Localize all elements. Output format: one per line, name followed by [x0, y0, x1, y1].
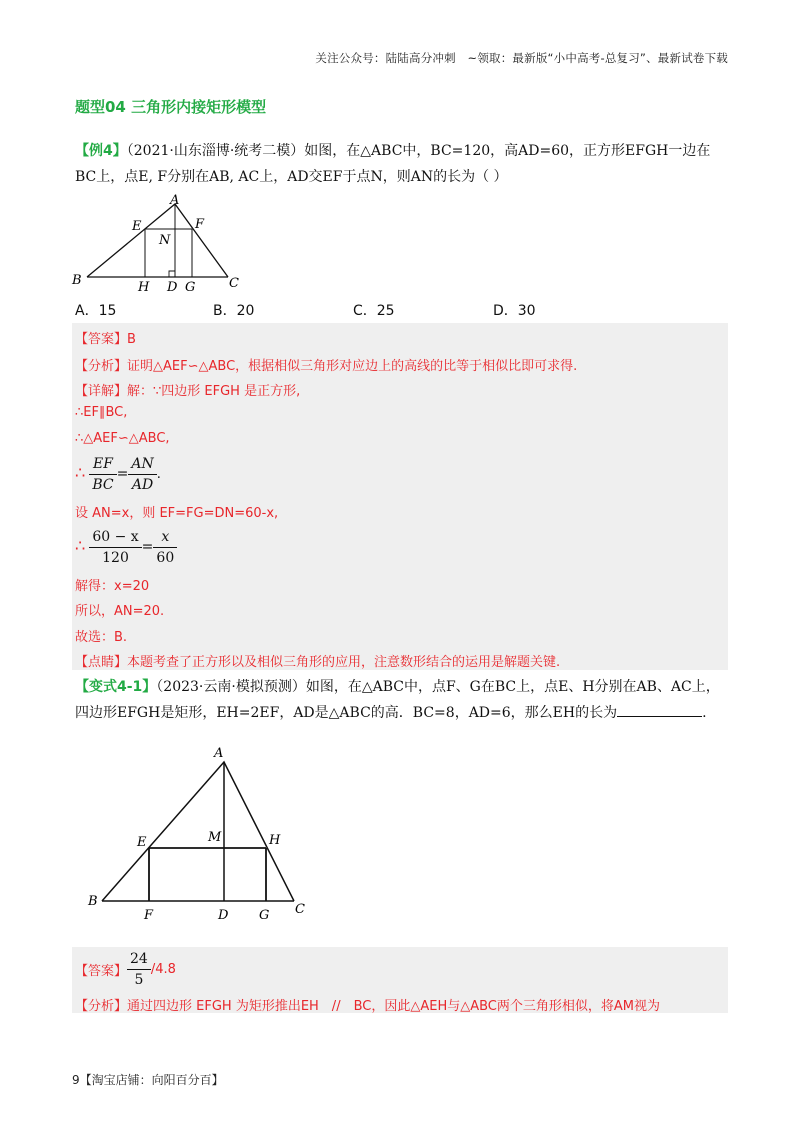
variant41-line2: [75, 700, 730, 726]
variant41-analysis-tag: 【分析】: [75, 999, 128, 1014]
answer-fraction: [127, 949, 151, 990]
detail-line-3: ∴△AEF∽△ABC,: [75, 431, 170, 446]
eq1-equals: =: [116, 466, 129, 482]
example4-text1: 如图，在△ABC中，BC=120，高AD=60，正方形EFGH一边在: [304, 143, 711, 159]
answer-tag: 【答案】: [75, 332, 128, 347]
variant41-answer-tag: 【答案】: [75, 964, 128, 979]
example4-figure: [68, 192, 258, 292]
label-d-2: D: [218, 908, 229, 923]
example4-solution-box: [72, 323, 728, 670]
detail-tag: 【详解】: [75, 384, 128, 399]
detail-line-6: 所以，AN=20.: [75, 604, 165, 619]
variant41-answer: [75, 949, 176, 990]
variant41-line1: [75, 674, 730, 700]
detail-line-4: 设 AN=x，则 EF=FG=DN=60-x,: [75, 506, 279, 521]
fraction-an-ad: [128, 454, 156, 495]
answer-decimal: /4.8: [150, 962, 176, 977]
label-a-2: A: [214, 746, 224, 761]
label-b: B: [72, 273, 82, 288]
example4-tag: 【例4】: [75, 143, 127, 159]
eq1-den1: BC: [92, 477, 114, 493]
triangle-abc: [87, 204, 228, 277]
example4-line1: [75, 138, 730, 164]
detail-line-2: ∴EF∥BC,: [75, 405, 128, 420]
label-n: N: [159, 233, 171, 248]
label-a: A: [170, 193, 180, 208]
eq1-den2: AD: [131, 477, 154, 493]
answer-numerator: 24: [127, 949, 151, 970]
option-b: B．20: [213, 303, 255, 319]
variant41-analysis-text: 通过四边形 EFGH 为矩形推出EH // BC，因此△AEH与△ABC两个三角形相似，将AM视为: [127, 999, 660, 1014]
analysis-tag: 【分析】: [75, 359, 128, 374]
right-angle-mark: [169, 271, 175, 277]
page-number: 9: [72, 1073, 80, 1087]
eq1-prefix: ∴: [75, 463, 86, 482]
option-a: A．15: [75, 303, 117, 319]
eq2-den1: 120: [102, 550, 129, 566]
example4-line2: BC上，点E, F分别在AB, AC上，AD交EF于点N，则AN的长为（ ）: [75, 169, 508, 185]
example4-source: （2021·山东淄博·统考二模）: [126, 143, 305, 159]
detail-line-7: 故选：B.: [75, 630, 128, 645]
page-header-note: 关注公众号：陆陆高分冲刺 ~领取：最新版“小中高考-总复习”、最新试卷下载: [315, 51, 728, 65]
label-c-2: C: [295, 902, 305, 917]
variant41-figure: [82, 738, 322, 928]
shop-note: 【淘宝店铺：向阳百分百】: [79, 1073, 224, 1087]
variant41-question: [75, 674, 730, 726]
example4-comment: [75, 651, 560, 670]
label-h-2: H: [269, 833, 281, 848]
variant41-text2: 四边形EFGH是矩形，EH=2EF，AD是△ABC的高．BC=8，AD=6，那么EH的长为: [75, 705, 618, 721]
label-d: D: [167, 280, 178, 292]
option-d: D．30: [493, 303, 536, 319]
label-e-2: E: [137, 835, 147, 850]
variant41-tag: 【变式4-1】: [75, 679, 157, 695]
fraction-ef-bc: [89, 454, 116, 495]
eq2-den2: 60: [156, 550, 175, 566]
answer-value: B: [127, 332, 136, 347]
example4-answer: [75, 328, 136, 347]
label-f-2: F: [144, 908, 154, 923]
eq2-prefix: ∴: [75, 536, 86, 555]
label-g-2: G: [259, 908, 270, 923]
variant41-end: .: [702, 705, 707, 721]
label-c: C: [229, 276, 239, 291]
fraction-x-60: [153, 527, 177, 568]
answer-blank: [617, 702, 702, 717]
eq2-num1: 60 − x: [89, 527, 141, 548]
example4-analysis: [75, 355, 577, 374]
detail-line-1: 解：∵四边形 EFGH 是正方形,: [127, 384, 301, 399]
variant41-text1: 如图，在△ABC中，点F、G在BC上，点E、H分别在AB、AC上，: [305, 679, 720, 695]
section-title: 题型04 三角形内接矩形模型: [75, 98, 267, 116]
variant41-analysis: [75, 995, 660, 1014]
fraction-60x-120: [89, 527, 141, 568]
label-b-2: B: [88, 894, 98, 909]
comment-text: 本题考查了正方形以及相似三角形的应用，注意数形结合的运用是解题关键.: [127, 655, 561, 670]
equation-2: [75, 527, 177, 568]
eq1-suffix: .: [156, 467, 161, 482]
example4-question: [75, 138, 730, 190]
eq2-equals: =: [141, 539, 154, 555]
detail-line-5: 解得：x=20: [75, 579, 150, 594]
analysis-text: 证明△AEF∽△ABC，根据相似三角形对应边上的高线的比等于相似比即可求得.: [127, 359, 578, 374]
eq1-num1: EF: [89, 454, 116, 475]
label-m-2: M: [208, 830, 222, 845]
label-h: H: [138, 280, 150, 292]
eq1-num2: AN: [128, 454, 156, 475]
option-c: C．25: [353, 303, 395, 319]
label-e: E: [132, 219, 142, 234]
label-f: F: [195, 217, 205, 232]
comment-tag: 【点睛】: [75, 655, 128, 670]
label-g: G: [185, 280, 196, 292]
eq2-num2: x: [153, 527, 177, 548]
page-footer: [72, 1071, 224, 1088]
equation-1: [75, 454, 161, 495]
example4-detail: [75, 380, 300, 399]
answer-denominator: 5: [134, 972, 144, 988]
variant41-source: （2023·云南·模拟预测）: [156, 679, 306, 695]
